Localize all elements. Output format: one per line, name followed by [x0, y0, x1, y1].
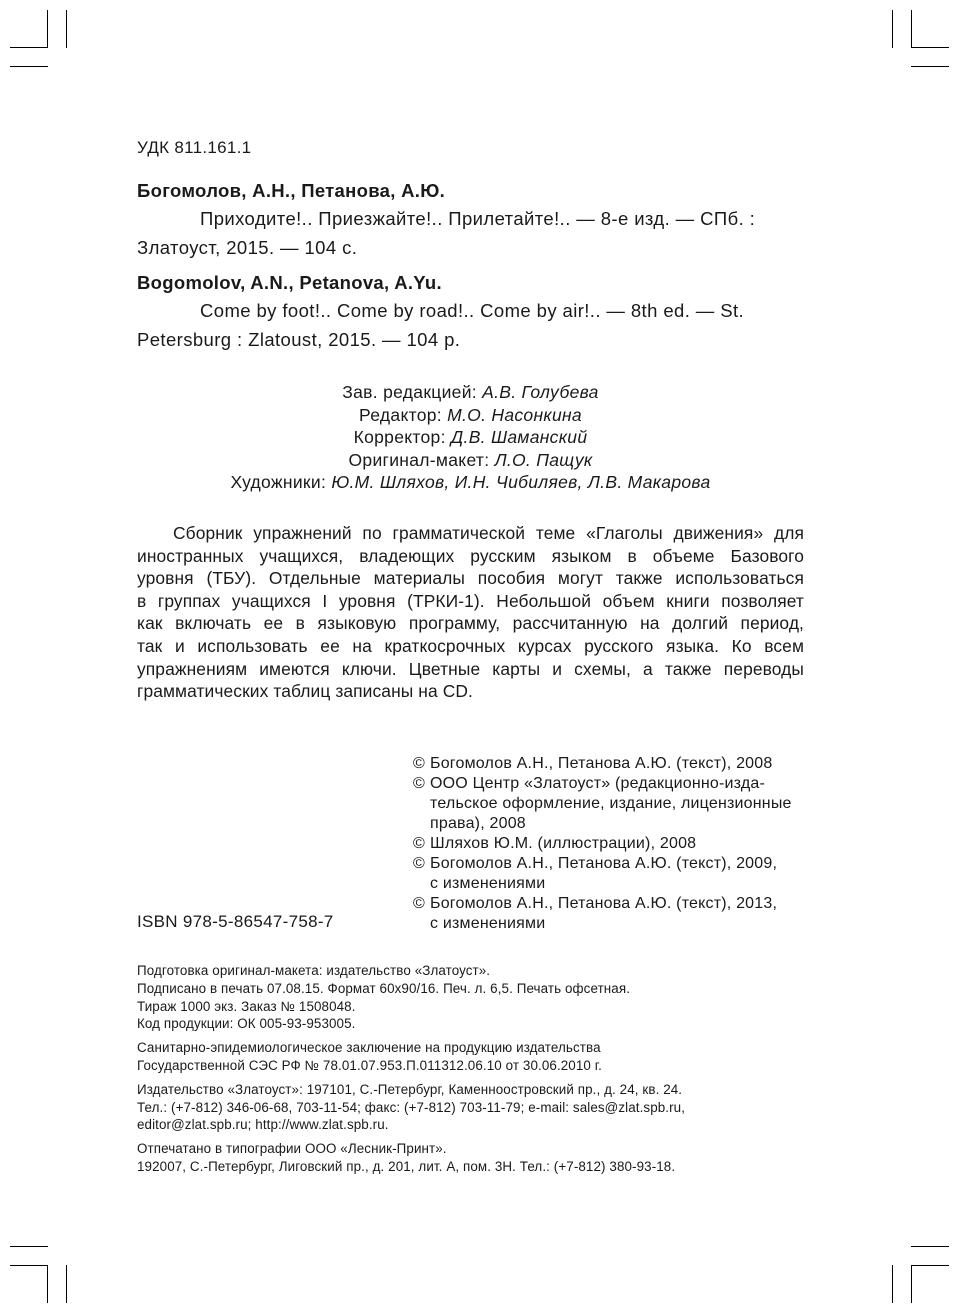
annotation-line: уровня (ТБУ). Отдельные материалы пособия могут также использоваться [137, 568, 804, 589]
crop-mark [66, 10, 67, 48]
entry-line: Златоуст, 2015. — 104 с. [137, 237, 358, 258]
annotation-line: упражнениям имеются ключи. Цветные карты и схемы, а также переводы [137, 658, 804, 679]
copyright-icon: © [413, 855, 425, 872]
crop-mark [911, 1246, 949, 1247]
imprint-group: Подготовка оригинал-макета: издательство «Златоуст». Подписано в печать 07.08.15. Формат 60x90/16. Печ. л. 6,5. Печать офсетная. Тираж 1000 экз. Заказ № 1508048. Код продукции: ОК 005-93-953005. [137, 963, 631, 1032]
credit-line: Корректор: Д.В. Шаманский [353, 427, 588, 447]
entry-description [137, 296, 804, 354]
crop-mark [47, 1265, 48, 1303]
entry-authors: Богомолов, А.Н., Петанова, А.Ю. [137, 180, 446, 201]
crop-mark [892, 10, 893, 48]
copyright-icon: © [413, 755, 425, 772]
credits [137, 381, 804, 494]
bibliographic-entry-ru [137, 180, 804, 262]
entry-authors: Bogomolov, A.N., Petanova, A.Yu. [137, 272, 442, 293]
crop-mark [911, 66, 949, 67]
credit-line: Художники: Ю.М. Шляхов, И.Н. Чибиляев, Л.В. Макарова [230, 472, 711, 492]
imprint-group: Издательство «Златоуст»: 197101, С.-Петербург, Каменноостровский пр., д. 24, кв. 24. Тел.: (+7-812) 346-06-68, 703-11-54; факс: (+7-812) 703-11-79; e-mail: sales@zlat.spb.ru, editor@zlat.spb.ru; http://www.zlat.spb.ru. [137, 1081, 686, 1133]
crop-mark [911, 10, 912, 48]
annotation [137, 522, 804, 703]
udk-code: УДК 811.161.1 [137, 138, 252, 157]
crop-mark [47, 10, 48, 48]
entry-line: Petersburg : Zlatoust, 2015. — 104 p. [137, 329, 461, 350]
entry-line: Приходите!.. Приезжайте!.. Прилетайте!.. — 8-е изд. — СПб. : [200, 208, 756, 229]
annotation-line: Сборник упражнений по грамматической теме «Глаголы движения» для [173, 523, 804, 543]
bibliographic-entry-en [137, 272, 804, 354]
copyright-item: © Богомолов А.Н., Петанова А.Ю. (текст), 2008 [413, 755, 773, 772]
imprint-group: Санитарно-эпидемиологическое заключение на продукцию издательства Государственной СЭС РФ № 78.01.07.953.П.011312.06.10 от 30.06.2010 г. [137, 1040, 602, 1073]
copyright-icon: © [413, 775, 425, 792]
copyright-item: © Богомолов А.Н., Петанова А.Ю. (текст), 2013, с изменениями [413, 895, 778, 932]
credit-line: Редактор: М.О. Насонкина [359, 404, 582, 425]
crop-mark [10, 47, 48, 48]
crop-mark [911, 1265, 912, 1303]
imprint-block [137, 962, 804, 1182]
annotation-line: грамматических таблиц записаны на CD. [137, 681, 473, 702]
crop-mark [911, 47, 949, 48]
entry-line: Come by foot!.. Come by road!.. Come by air!.. — 8th ed. — St. [200, 300, 745, 321]
crop-mark [10, 1265, 48, 1266]
copyright-block [413, 754, 805, 934]
credit-line: Зав. редакцией: А.В. Голубева [342, 382, 599, 402]
crop-mark [892, 1265, 893, 1303]
entry-description [137, 204, 804, 262]
copyright-item: © Шляхов Ю.М. (иллюстрации), 2008 [413, 835, 697, 852]
imprint-group: Отпечатано в типографии ООО «Лесник-Принт». 192007, С.-Петербург, Лиговский пр., д. 201, лит. А, пом. 3Н. Тел.: (+7-812) 380-93-18. [137, 1141, 676, 1174]
annotation-line: как включать ее в языковую программу, рассчитанную на долгий период, [137, 613, 804, 634]
crop-mark [10, 1246, 48, 1247]
annotation-line: так и использовать ее на краткосрочных курсах русского языка. Ко всем [137, 635, 804, 656]
credit-line: Оригинал-макет: Л.О. Пащук [348, 449, 593, 470]
annotation-line: в группах учащихся I уровня (ТРКИ-1). Небольшой объем книги позволяет [137, 590, 804, 611]
isbn: ISBN 978-5-86547-758-7 [137, 912, 334, 931]
crop-mark [66, 1265, 67, 1303]
crop-mark [911, 1265, 949, 1266]
copyright-icon: © [413, 835, 425, 852]
copyright-item: © Богомолов А.Н., Петанова А.Ю. (текст), 2009, с изменениями [413, 855, 778, 892]
copyright-item: © ООО Центр «Златоуст» (редакционно-изда- тельское оформление, издание, лицензионные права), 2008 [413, 775, 792, 832]
copyright-icon: © [413, 895, 425, 912]
annotation-line: иностранных учащихся, владеющих русским языком в объеме Базового [137, 545, 804, 566]
crop-mark [10, 66, 48, 67]
